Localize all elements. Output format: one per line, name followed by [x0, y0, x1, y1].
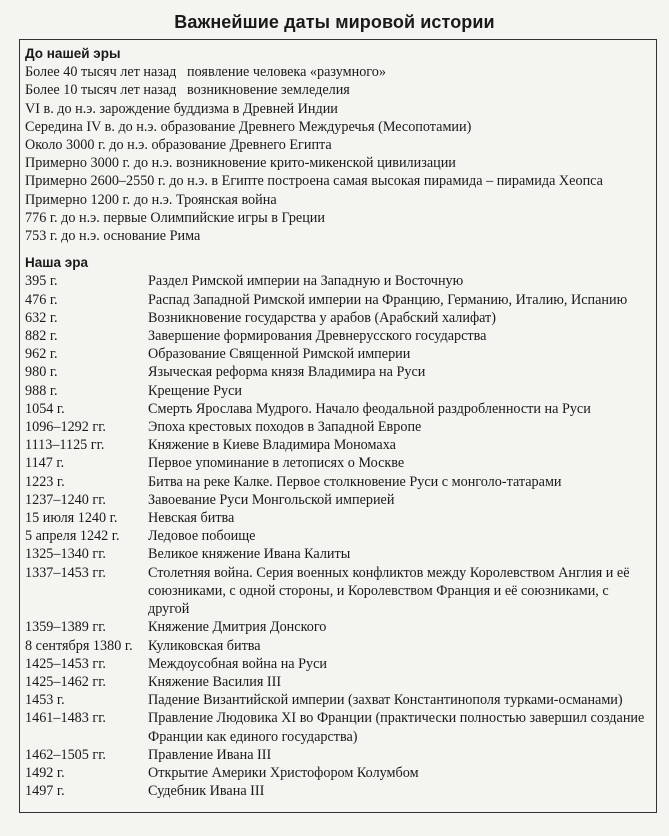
ad-row	[25, 673, 655, 691]
ad-row	[25, 291, 655, 309]
ad-event: Распад Западной Римской империи на Францию, Германию, Италию, Испанию	[148, 291, 628, 308]
ad-date: 1425–1453 гг.	[25, 655, 106, 672]
ad-event: Эпоха крестовых походов в Западной Европе	[148, 419, 422, 436]
ad-date: 1337–1453 гг.	[25, 564, 106, 581]
dates-content	[25, 45, 655, 800]
ad-date: 15 июля 1240 г.	[25, 510, 118, 527]
ad-date: 962 г.	[25, 346, 58, 363]
ad-date: 988 г.	[25, 382, 58, 399]
ad-row	[25, 382, 655, 400]
ad-date: 980 г.	[25, 364, 58, 381]
ad-event: Первое упоминание в летописях о Москве	[148, 455, 405, 472]
ad-date: 1054 г.	[25, 400, 65, 417]
ad-row	[25, 782, 655, 800]
ad-date: 1492 г.	[25, 764, 65, 781]
ad-row	[25, 637, 655, 655]
ad-row	[25, 691, 655, 709]
ad-date: 1462–1505 гг.	[25, 746, 106, 763]
bc-item: VI в. до н.э. зарождение буддизма в Древней Индии	[25, 100, 338, 117]
ad-date: 1497 г.	[25, 783, 65, 800]
ad-event: Княжение в Киеве Владимира Мономаха	[148, 437, 396, 454]
ad-date: 632 г.	[25, 309, 58, 326]
ad-event: Возникновение государства у арабов (Арабский халифат)	[148, 309, 496, 326]
ad-row	[25, 709, 655, 745]
bc-item: Примерно 2600–2550 г. до н.э. в Египте построена самая высокая пирамида – пирамида Хеопса	[25, 173, 603, 190]
ad-row	[25, 618, 655, 636]
ad-event: Завоевание Руси Монгольской империей	[148, 491, 395, 508]
ad-event: Смерть Ярослава Мудрого. Начало феодальной раздробленности на Руси	[148, 400, 591, 417]
ad-event: Крещение Руси	[148, 382, 242, 399]
bc-item: Середина IV в. до н.э. образование Древнего Междуречья (Месопотамии)	[25, 118, 472, 135]
ad-event: Падение Византийской империи (захват Константинополя турками-османами)	[148, 692, 623, 709]
ad-event: Великое княжение Ивана Калиты	[148, 546, 351, 563]
ad-row	[25, 309, 655, 327]
ad-event: Ледовое побоище	[148, 528, 256, 545]
ad-event: Битва на реке Калке. Первое столкновение Руси с монголо-татарами	[148, 473, 562, 490]
ad-row	[25, 454, 655, 472]
ad-event: Правление Людовика XI во Франции (практически полностью завершил создание Франции как единого государства)	[148, 710, 645, 745]
ad-date: 1359–1389 гг.	[25, 619, 106, 636]
ad-row	[25, 564, 655, 619]
ad-date: 8 сентября 1380 г.	[25, 637, 133, 654]
ad-row	[25, 272, 655, 290]
page-title: Важнейшие даты мировой истории	[174, 12, 495, 32]
ad-date: 1425–1462 гг.	[25, 673, 106, 690]
ad-date: 1461–1483 гг.	[25, 710, 106, 727]
ad-date: 476 г.	[25, 291, 58, 308]
ad-event: Образование Священной Римской империи	[148, 346, 411, 363]
ad-date: 1237–1240 гг.	[25, 491, 106, 508]
bc-item: 776 г. до н.э. первые Олимпийские игры в Греции	[25, 209, 325, 226]
ad-date: 1113–1125 гг.	[25, 437, 105, 454]
ad-date: 1096–1292 гг.	[25, 419, 106, 436]
ad-event: Междоусобная война на Руси	[148, 655, 327, 672]
ad-event: Невская битва	[148, 510, 235, 527]
ad-row	[25, 363, 655, 381]
ad-event: Куликовская битва	[148, 637, 261, 654]
bc-heading: До нашей эры	[25, 46, 121, 61]
ad-row	[25, 655, 655, 673]
ad-row	[25, 345, 655, 363]
bc-item: Более 40 тысяч лет назад появление человека «разумного»	[25, 64, 386, 81]
ad-event: Судебник Ивана III	[148, 783, 265, 800]
ad-row	[25, 473, 655, 491]
ad-row	[25, 327, 655, 345]
ad-event: Княжение Василия III	[148, 673, 282, 690]
bc-item: Около 3000 г. до н.э. образование Древнего Египта	[25, 137, 332, 154]
ad-row	[25, 509, 655, 527]
ad-event: Княжение Дмитрия Донского	[148, 619, 327, 636]
ad-row	[25, 400, 655, 418]
ad-row	[25, 764, 655, 782]
bc-item: Более 10 тысяч лет назад возникновение земледелия	[25, 82, 350, 99]
ad-event: Завершение формирования Древнерусского государства	[148, 328, 487, 345]
ad-heading: Наша эра	[25, 255, 88, 271]
ad-date: 1453 г.	[25, 692, 65, 709]
ad-event: Правление Ивана III	[148, 746, 272, 763]
ad-row	[25, 418, 655, 436]
ad-row	[25, 545, 655, 563]
bc-item: Примерно 1200 г. до н.э. Троянская война	[25, 191, 277, 208]
ad-date: 882 г.	[25, 328, 58, 345]
bc-list	[25, 63, 655, 245]
ad-list	[25, 272, 655, 800]
ad-row	[25, 746, 655, 764]
ad-row	[25, 436, 655, 454]
ad-event: Открытие Америки Христофором Колумбом	[148, 764, 419, 781]
ad-date: 1325–1340 гг.	[25, 546, 106, 563]
ad-event: Языческая реформа князя Владимира на Руси	[148, 364, 426, 381]
ad-event: Столетняя война. Серия военных конфликтов между Королевством Англия и её союзниками, с одной стороны, и Королевством Франция и её союзниками, с другой	[148, 564, 630, 618]
ad-row	[25, 527, 655, 545]
ad-date: 1147 г.	[25, 455, 65, 472]
ad-date: 5 апреля 1242 г.	[25, 528, 120, 545]
ad-row	[25, 491, 655, 509]
ad-event: Раздел Римской империи на Западную и Восточную	[148, 273, 464, 290]
bc-item: Примерно 3000 г. до н.э. возникновение крито-микенской цивилизации	[25, 155, 456, 172]
bc-item: 753 г. до н.э. основание Рима	[25, 228, 201, 245]
ad-date: 1223 г.	[25, 473, 65, 490]
ad-date: 395 г.	[25, 273, 58, 290]
